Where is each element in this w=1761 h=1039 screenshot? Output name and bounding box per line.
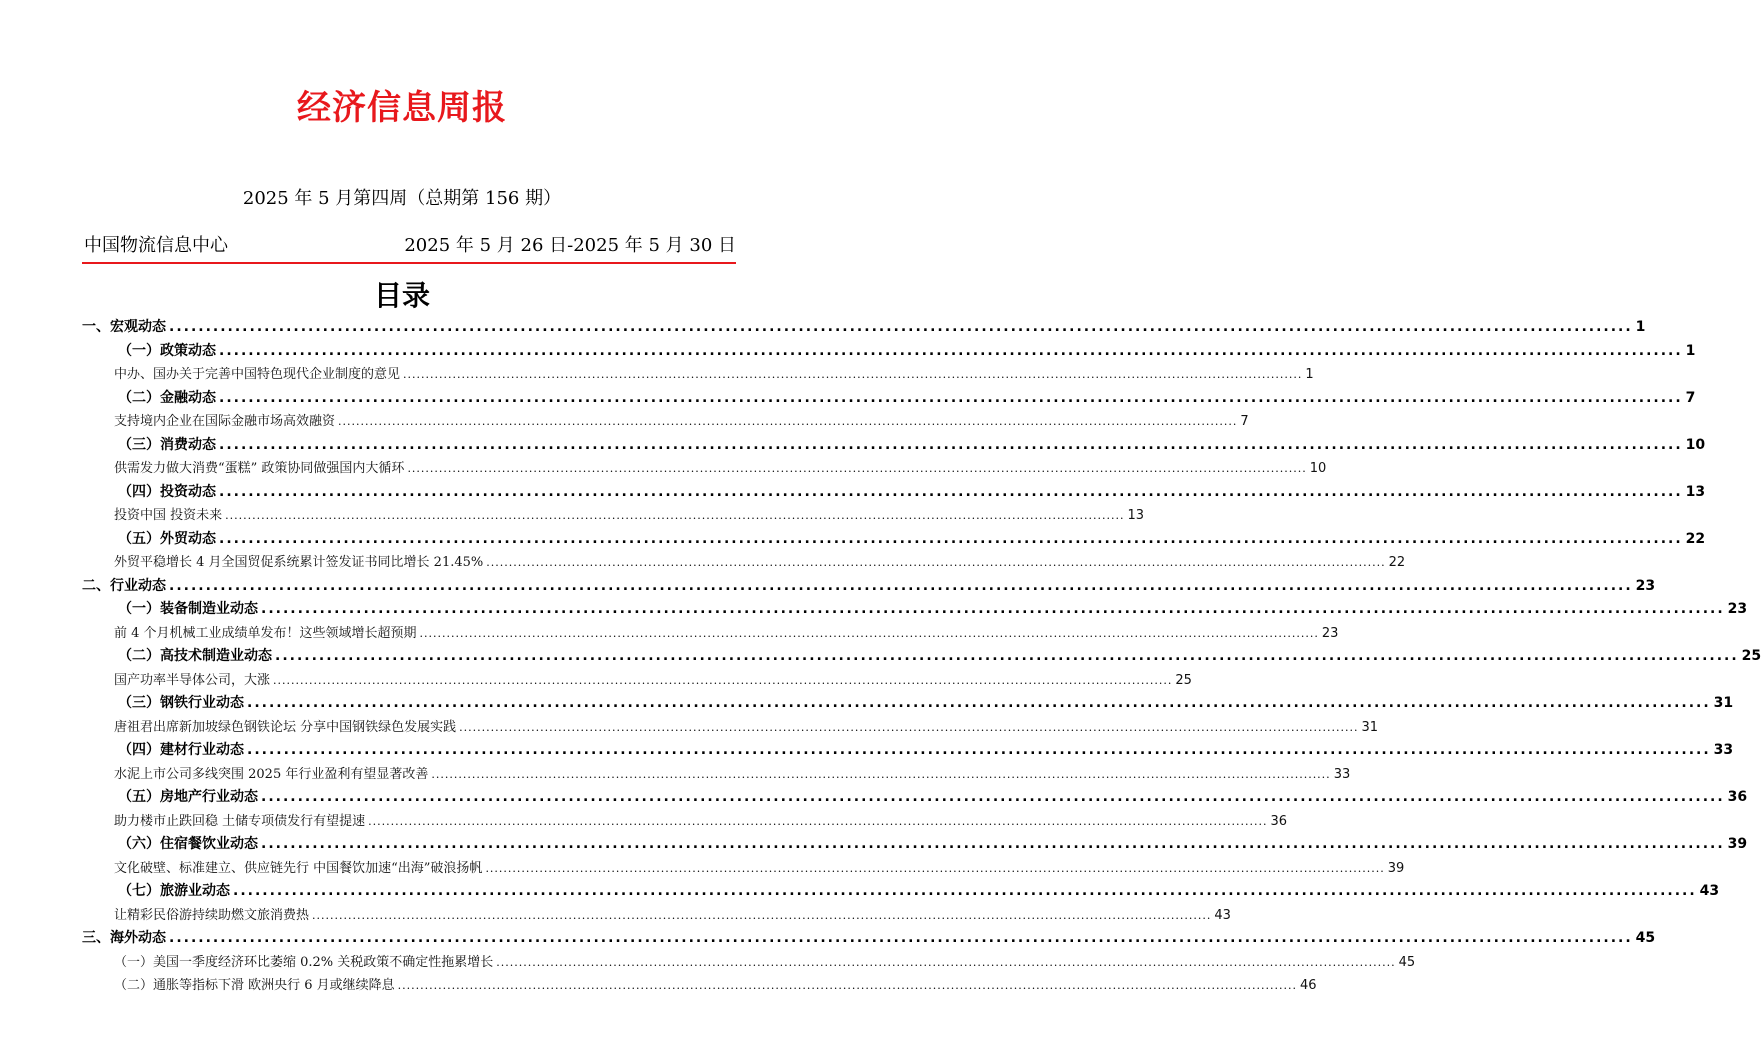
toc-entry-page: 23 xyxy=(1635,577,1656,594)
toc-entry[interactable] xyxy=(82,551,1406,573)
toc-leader-dots: ........................................................................................................................................................................................................ xyxy=(261,789,1725,805)
report-title: 经济信息周报 xyxy=(297,88,507,128)
toc-leader-dots: ........................................................................................................................................................................................................ xyxy=(247,695,1711,711)
toc-entry-label: （七）旅游业动态 xyxy=(118,883,230,899)
toc-entry[interactable] xyxy=(82,481,1706,503)
toc-entry-page: 31 xyxy=(1713,695,1734,711)
toc-leader-dots: ........................................................................................................................................................................................................ xyxy=(338,415,1238,428)
toc-entry[interactable] xyxy=(82,669,1192,691)
toc-entry[interactable] xyxy=(82,434,1706,456)
toc-entry-page: 33 xyxy=(1713,742,1734,758)
toc-entry-page: 45 xyxy=(1635,930,1656,946)
toc-entry-page: 36 xyxy=(1270,813,1288,829)
toc-leader-dots: ........................................................................................................................................................................................................ xyxy=(485,861,1385,875)
toc-entry[interactable] xyxy=(82,833,1748,855)
toc-entry[interactable] xyxy=(82,810,1288,832)
toc-leader-dots: ........................................................................................................................................................................................................ xyxy=(459,720,1359,734)
toc-entry[interactable] xyxy=(82,387,1696,409)
toc-entry-label: 支持境内企业在国际金融市场高效融资 xyxy=(114,414,336,429)
toc-entry-page: 31 xyxy=(1361,719,1379,735)
toc-entry-page: 7 xyxy=(1685,389,1696,406)
toc-entry[interactable] xyxy=(82,645,1761,667)
toc-entry-page: 13 xyxy=(1127,508,1145,523)
toc-leader-dots: ........................................................................................................................................................................................................ xyxy=(225,509,1125,522)
toc-entry[interactable] xyxy=(82,716,1379,738)
toc-entry-label: 唐祖君出席新加坡绿色钢铁论坛 分享中国钢铁绿色发展实践 xyxy=(114,719,457,735)
toc-leader-dots: ........................................................................................................................................................................................................ xyxy=(219,530,1683,547)
header-divider xyxy=(82,262,736,264)
toc-entry-label: （一）政策动态 xyxy=(118,342,216,359)
toc-entry[interactable] xyxy=(82,598,1748,620)
toc-entry-page: 33 xyxy=(1333,766,1351,782)
toc-entry-page: 10 xyxy=(1685,436,1706,453)
toc-entry-page: 39 xyxy=(1387,860,1405,876)
toc-entry[interactable] xyxy=(82,739,1734,761)
toc-entry-page: 10 xyxy=(1309,461,1327,476)
toc-entry-label: （四）投资动态 xyxy=(118,483,216,500)
toc-entry-label: 前 4 个月机械工业成绩单发布！这些领域增长超预期 xyxy=(114,625,417,641)
toc-leader-dots: ........................................................................................................................................................................................................ xyxy=(169,319,1633,335)
toc-entry[interactable] xyxy=(82,528,1706,550)
toc-leader-dots: ........................................................................................................................................................................................................ xyxy=(419,626,1319,640)
toc-leader-dots: ........................................................................................................................................................................................................ xyxy=(431,767,1331,781)
date-range: 2025 年 5 月 26 日-2025 年 5 月 30 日 xyxy=(404,235,736,256)
toc-title: 目录 xyxy=(373,279,430,312)
toc-entry[interactable] xyxy=(82,857,1405,879)
toc-entry[interactable] xyxy=(82,622,1339,644)
toc-entry-page: 1 xyxy=(1635,319,1646,335)
toc-entry-label: 一、宏观动态 xyxy=(82,319,166,335)
toc-entry-page: 46 xyxy=(1300,978,1317,993)
toc-entry-page: 7 xyxy=(1240,414,1249,429)
toc-leader-dots: ........................................................................................................................................................................................................ xyxy=(407,462,1307,475)
toc-entry-label: （一）装备制造业动态 xyxy=(118,601,258,617)
toc-entry-label: 让精彩民俗游持续助燃文旅消费热 xyxy=(114,907,310,923)
toc-entry-page: 25 xyxy=(1741,648,1761,664)
toc-entry[interactable] xyxy=(82,786,1748,808)
toc-entry-label: （五）房地产行业动态 xyxy=(118,789,258,805)
toc-entry-page: 36 xyxy=(1727,789,1748,805)
toc-entry[interactable] xyxy=(82,880,1720,902)
toc-entry-page: 1 xyxy=(1685,342,1696,359)
toc-leader-dots: ........................................................................................................................................................................................................ xyxy=(312,908,1212,922)
toc-entry[interactable] xyxy=(82,340,1696,362)
toc-entry-page: 1 xyxy=(1305,367,1314,382)
toc-entry-page: 39 xyxy=(1727,836,1748,852)
toc-entry-label: （二）高技术制造业动态 xyxy=(118,648,272,664)
toc-leader-dots: ........................................................................................................................................................................................................ xyxy=(169,577,1633,594)
toc-leader-dots: ........................................................................................................................................................................................................ xyxy=(273,673,1173,687)
publisher: 中国物流信息中心 xyxy=(84,235,228,256)
toc-entry-label: （三）钢铁行业动态 xyxy=(118,695,244,711)
toc-entry-page: 13 xyxy=(1685,483,1706,500)
toc-entry[interactable] xyxy=(82,951,1416,973)
toc-leader-dots: ........................................................................................................................................................................................................ xyxy=(496,955,1396,969)
toc-entry-label: 投资中国 投资未来 xyxy=(114,508,223,523)
toc-entry-label: （六）住宿餐饮业动态 xyxy=(118,836,258,852)
toc-leader-dots: ........................................................................................................................................................................................................ xyxy=(486,556,1386,569)
toc-entry-label: 三、海外动态 xyxy=(82,930,166,946)
toc-entry-label: （一）美国一季度经济环比萎缩 0.2% 关税政策不确定性拖累增长 xyxy=(114,954,494,970)
toc-entry[interactable] xyxy=(82,316,1646,338)
toc-entry-page: 25 xyxy=(1175,672,1192,688)
toc-entry-page: 23 xyxy=(1321,625,1339,641)
meta-row xyxy=(84,231,736,257)
toc-entry-page: 43 xyxy=(1699,883,1720,899)
toc-leader-dots: ........................................................................................................................................................................................................ xyxy=(261,836,1725,852)
toc-entry-label: （四）建材行业动态 xyxy=(118,742,244,758)
toc-entry-label: 助力楼市止跌回稳 土储专项债发行有望提速 xyxy=(114,813,366,829)
toc-entry[interactable] xyxy=(82,974,1317,996)
toc-entry[interactable] xyxy=(82,504,1145,526)
issue-number: 2025 年 5 月第四周（总期第 156 期） xyxy=(242,188,562,209)
toc-leader-dots: ........................................................................................................................................................................................................ xyxy=(233,883,1697,899)
toc-entry-label: 供需发力做大消费“蛋糕” 政策协同做强国内大循环 xyxy=(114,461,405,476)
toc-leader-dots: ........................................................................................................................................................................................................ xyxy=(261,601,1725,617)
toc-leader-dots: ........................................................................................................................................................................................................ xyxy=(368,814,1268,828)
toc-entry-label: 中办、国办关于完善中国特色现代企业制度的意见 xyxy=(114,367,401,382)
toc-leader-dots: ........................................................................................................................................................................................................ xyxy=(219,389,1683,406)
toc-entry-label: 水泥上市公司多线突围 2025 年行业盈利有望显著改善 xyxy=(114,766,429,782)
toc-leader-dots: ........................................................................................................................................................................................................ xyxy=(219,436,1683,453)
toc-entry-page: 43 xyxy=(1214,907,1231,923)
toc-entry-label: （二）金融动态 xyxy=(118,389,216,406)
toc-leader-dots: ........................................................................................................................................................................................................ xyxy=(219,342,1683,359)
toc-leader-dots: ........................................................................................................................................................................................................ xyxy=(169,930,1633,946)
toc-entry[interactable] xyxy=(82,575,1656,597)
toc-entry-label: （五）外贸动态 xyxy=(118,530,216,547)
toc-entry-page: 23 xyxy=(1727,601,1748,617)
toc-entry-label: 二、行业动态 xyxy=(82,577,166,594)
toc-entry[interactable] xyxy=(82,363,1314,385)
toc-entry-label: 国产功率半导体公司，大涨 xyxy=(114,672,271,688)
toc-entry[interactable] xyxy=(82,692,1734,714)
toc-entry-label: （二）通胀等指标下滑 欧洲央行 6 月或继续降息 xyxy=(114,978,395,993)
toc-leader-dots: ........................................................................................................................................................................................................ xyxy=(275,648,1739,664)
toc-entry[interactable] xyxy=(82,904,1231,926)
toc-entry-page: 45 xyxy=(1398,954,1416,970)
toc-leader-dots: ........................................................................................................................................................................................................ xyxy=(247,742,1711,758)
toc-entry-label: （三）消费动态 xyxy=(118,436,216,453)
toc-entry[interactable] xyxy=(82,927,1656,949)
toc-leader-dots: ........................................................................................................................................................................................................ xyxy=(219,483,1683,500)
toc-entry[interactable] xyxy=(82,457,1327,479)
toc-entry-label: 外贸平稳增长 4 月全国贸促系统累计签发证书同比增长 21.45% xyxy=(114,555,484,570)
toc-entry-page: 22 xyxy=(1685,530,1706,547)
toc-entry[interactable] xyxy=(82,410,1249,432)
toc-leader-dots: ........................................................................................................................................................................................................ xyxy=(397,979,1297,992)
toc-entry-page: 22 xyxy=(1388,555,1406,570)
toc-entry-label: 文化破壁、标准建立、供应链先行 中国餐饮加速“出海”破浪扬帆 xyxy=(114,860,483,876)
toc-leader-dots: ........................................................................................................................................................................................................ xyxy=(403,368,1303,381)
toc-entry[interactable] xyxy=(82,763,1351,785)
